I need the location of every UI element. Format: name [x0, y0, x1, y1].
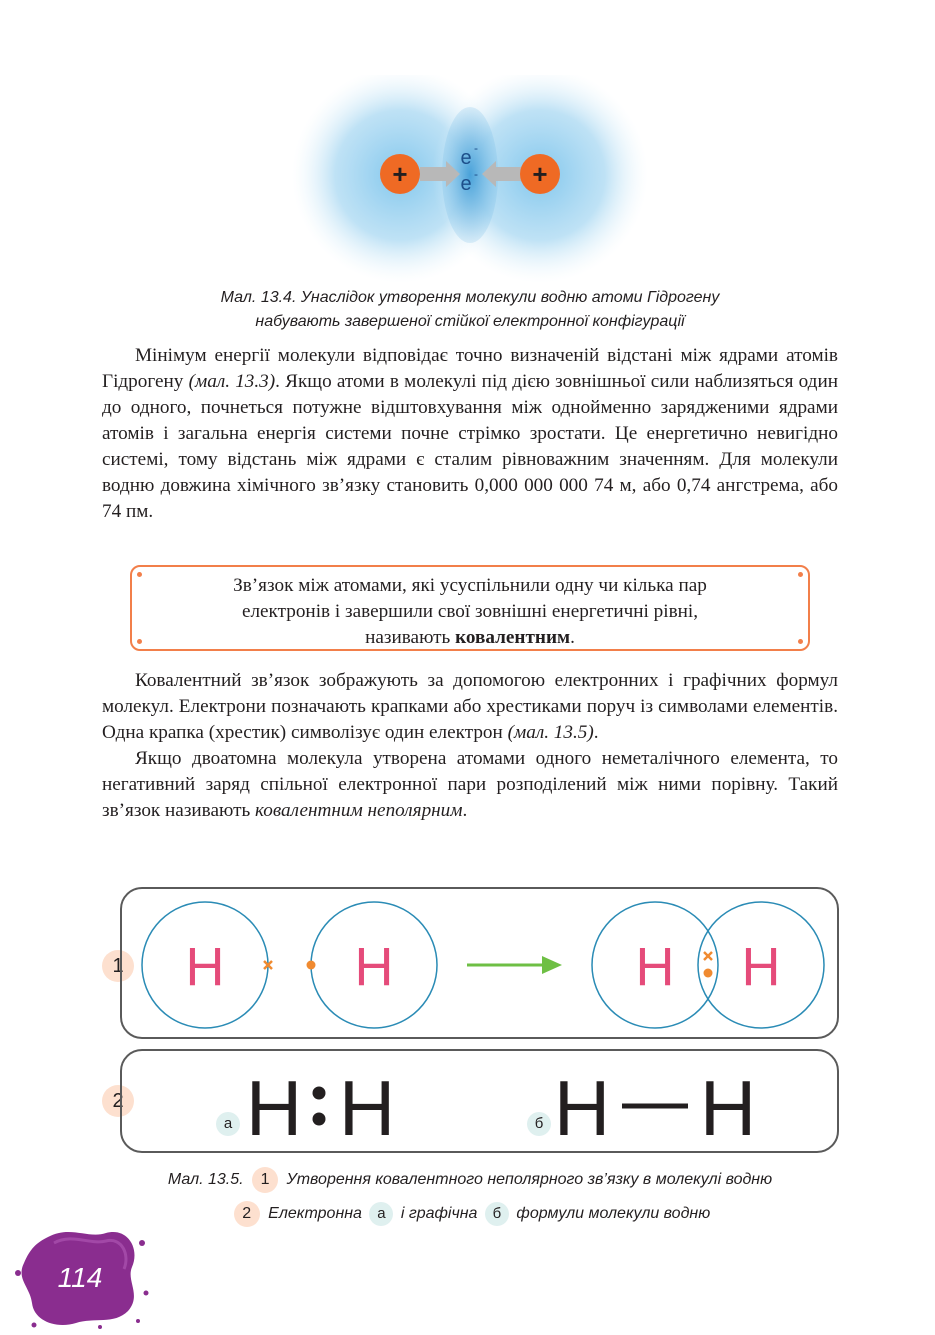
body-paragraphs-2 [102, 668, 838, 824]
hydrogen-symbol-4: H [741, 937, 781, 997]
body2-term: ковалентним неполярним [255, 800, 463, 821]
electron-formula-h-left: H [245, 1064, 303, 1147]
plus-sign-left: + [392, 159, 408, 189]
hydrogen-symbol-1: H [185, 937, 225, 997]
page-number-blob [10, 1225, 150, 1330]
shared-pair-dot-bottom [313, 1113, 326, 1126]
body1-figure-ref: (мал. 13.3) [188, 371, 276, 392]
caption-prefix: Мал. 13.5. [167, 1171, 244, 1188]
definition-line-3 [132, 625, 808, 651]
body1-text-a: Мінімум енергії молекули відповідає точно визначеній відстані між ядрами атомів Гідрогену [102, 345, 838, 392]
reaction-arrow [467, 956, 562, 974]
graphic-formula-h-right: H [699, 1064, 757, 1147]
shared-pair-dot-top [313, 1087, 326, 1100]
body2-paragraph-1 [102, 668, 838, 746]
electron-label-top: e [460, 147, 472, 169]
plus-sign-right: + [532, 159, 548, 189]
figure-13-4 [290, 75, 650, 285]
caption-text-2a: Електронна [268, 1205, 362, 1222]
caption-num-2: 2 [234, 1201, 260, 1227]
graphic-formula-h-left: H [554, 1064, 611, 1147]
page-number-badge [10, 1225, 150, 1330]
hydrogen-molecule-illustration [290, 75, 650, 285]
hydrogen-symbol-2: H [354, 937, 394, 997]
body1-text-b: . Якщо атоми в молекулі під дією зовнішньої сили наблизяться один до одного, почнеться потужне відштовхування між однойменно зарядженими ядрами атомів і загальна енергія системи почне стрімко зростати. Це енергетично невигідно системі, тому відстань між ядрами є сталим рівноважним значенням. Для молекули водню довжина хімічного зв’язку становить 0,000 000 000 74 м, або 0,74 ангстрема, або 74 пм. [102, 371, 838, 522]
body2-paragraph-2 [102, 746, 838, 824]
caption-num-1: 1 [252, 1167, 278, 1193]
panel-1-number: 1 [102, 950, 134, 982]
page-number: 114 [57, 1262, 103, 1293]
caption-text-2b: і графічна [400, 1205, 478, 1222]
caption-line-2: набувають завершеної стійкої електронної конфігурації [255, 313, 685, 330]
electron-formula-h-right: H [338, 1064, 396, 1147]
electron-formula [242, 1059, 402, 1147]
electron-dot-1 [307, 961, 316, 970]
covalent-bond-formation-diagram [122, 889, 836, 1036]
body2-p1-text: Ковалентний зв’язок зображують за допомогою електронних і графічних формул молекул. Електрони позначають крапками або хрестиками поруч із символами елементів. Одна крапка (хрестик) символізує один електрон [102, 670, 838, 743]
body2-p1-end: . [593, 722, 599, 743]
definition-line-2: електронів і завершили свої зовнішні енергетичні рівні, [241, 601, 699, 622]
figure-13-5-caption-line-2 [100, 1200, 840, 1228]
electron-dot-2 [704, 969, 713, 978]
definition-period: . [570, 627, 575, 648]
body2-figure-ref: (мал. 13.5) [507, 722, 594, 743]
body2-p2-text: Якщо двоатомна молекула утворена атомами одного неметалічного елемента, то негативний заряд спільної електронної пари розподілений між ними порівну. Такий зв’язок називають [102, 748, 838, 821]
figure-13-5-caption-line-1 [100, 1166, 840, 1194]
electron-charge-top: - [474, 141, 478, 155]
badge-a: а [216, 1112, 240, 1136]
figure-13-5-panel-2 [120, 1049, 839, 1153]
electron-charge-bottom: - [474, 167, 478, 181]
caption-text-1: Утворення ковалентного неполярного зв’язку в молекулі водню [286, 1171, 773, 1188]
body2-p2-end: . [462, 800, 468, 821]
figure-13-4-caption [100, 286, 840, 334]
badge-b: б [527, 1112, 551, 1136]
panel-2-number: 2 [102, 1085, 134, 1117]
graphic-formula [554, 1059, 764, 1147]
electron-label-bottom: e [460, 173, 472, 195]
electron-cross-2 [704, 952, 712, 960]
definition-box [130, 565, 810, 651]
caption-line-1: Мал. 13.4. Унаслідок утворення молекули водню атоми Гідрогену [220, 289, 720, 306]
definition-term: ковалентним [455, 627, 571, 648]
definition-line-1: Зв’язок між атомами, які усуспільнили одну чи кілька пар [233, 575, 707, 596]
figure-13-5-panel-1 [120, 887, 839, 1039]
body-paragraph-1 [102, 343, 838, 525]
caption-text-2c: формули молекули водню [516, 1205, 711, 1222]
caption-badge-b: б [485, 1202, 509, 1226]
definition-line-3-text: називають [365, 627, 456, 648]
caption-badge-a: а [369, 1202, 393, 1226]
hydrogen-symbol-3: H [635, 937, 675, 997]
